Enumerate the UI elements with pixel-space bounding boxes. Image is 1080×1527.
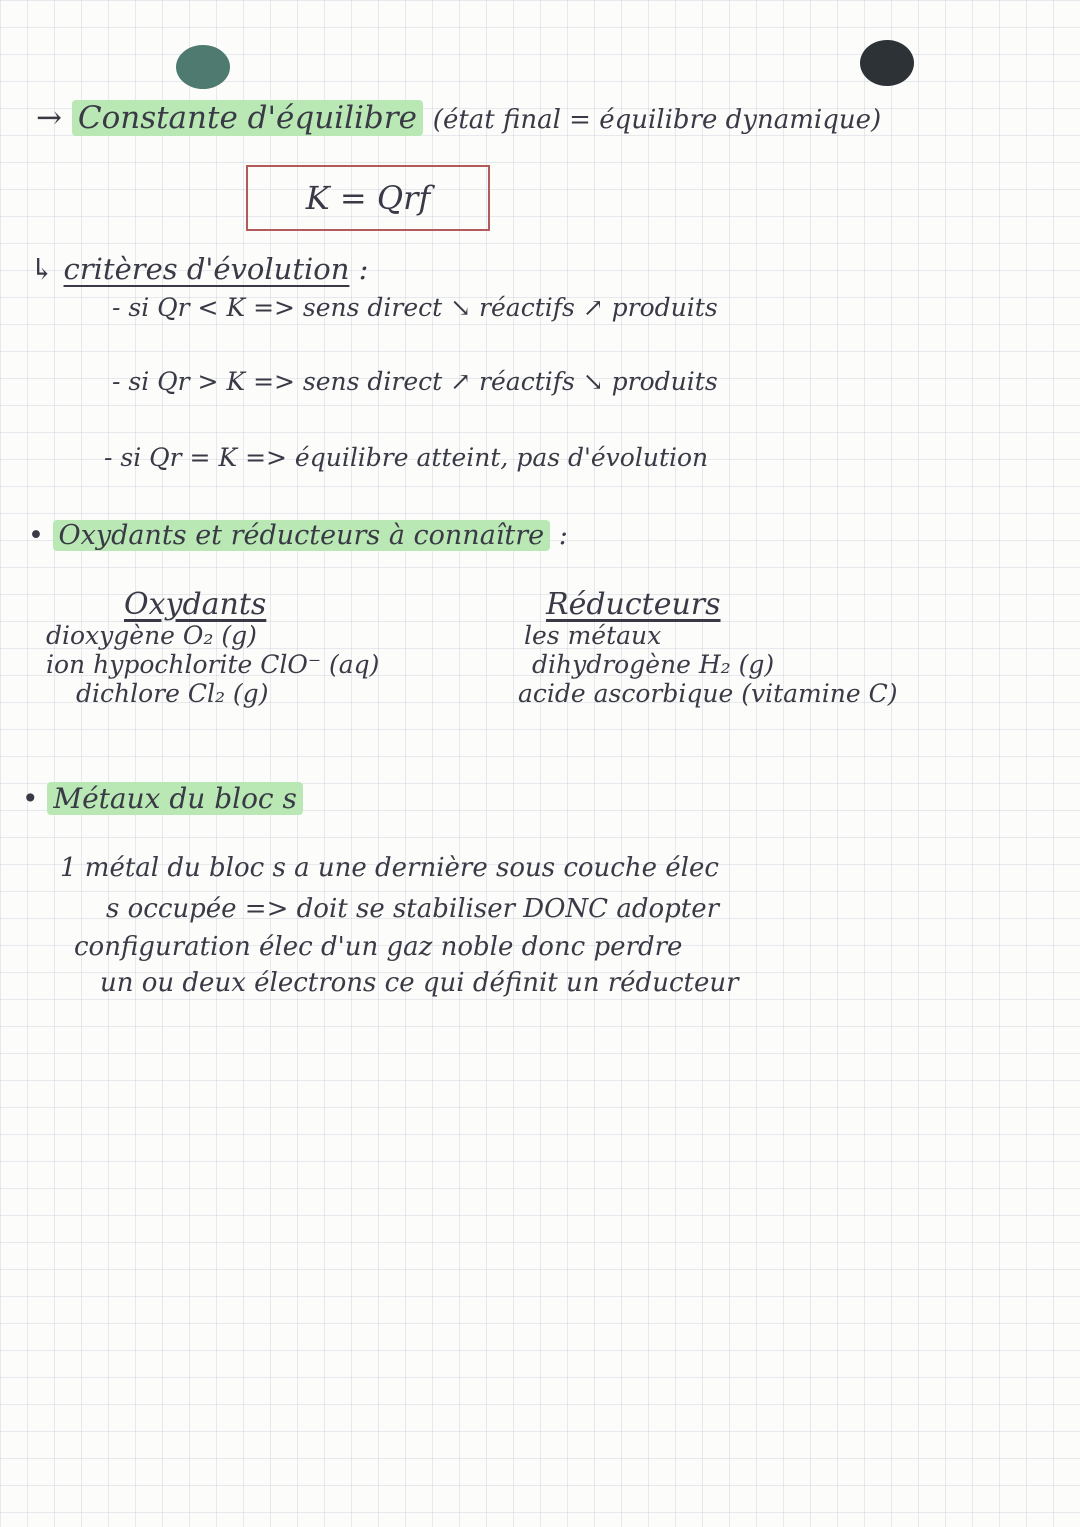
reducer-item: dihydrogène H₂ (g) [532,650,775,679]
criteria-heading [30,252,368,286]
reducers-heading: Réducteurs [546,587,721,622]
reducer-item: les métaux [524,621,662,650]
return-arrow-icon: ↳ [30,252,55,286]
formula-box [246,165,490,231]
criteria-item-3: - si Qr = K => équilibre atteint, pas d'évolution [104,443,709,472]
paragraph-line-3: configuration élec d'un gaz noble donc perdre [74,932,683,962]
bullet-dot: • [28,520,44,551]
oxidant-item: dichlore Cl₂ (g) [76,679,269,708]
oxidants-heading: Oxydants [124,587,267,622]
criteria-colon: : [358,252,369,286]
oxidant-item: ion hypochlorite ClO⁻ (aq) [46,650,380,679]
arrow-right-icon: → [36,100,62,136]
criteria-title: critères d'évolution [63,252,350,286]
paragraph-line-2: s occupée => doit se stabiliser DONC adopter [106,894,720,924]
oxidants-column [46,587,380,708]
reducer-item: acide ascorbique (vitamine C) [518,679,898,708]
bullet-dot: • [22,782,39,815]
reducers-column [518,587,898,708]
section3-title-highlighted: Métaux du bloc s [47,782,302,815]
section2-title-highlighted: Oxydants et réducteurs à connaître [53,520,551,551]
binder-hole-right [860,40,914,86]
paragraph-line-4: un ou deux électrons ce qui définit un réducteur [100,968,739,998]
formula-text: K = Qrf [305,179,431,217]
section3-title-line [22,782,303,815]
paragraph-line-1: 1 métal du bloc s a une dernière sous couche élec [60,853,719,883]
criteria-item-1: - si Qr < K => sens direct ↘ réactifs ↗ produits [112,293,718,322]
section-subtitle: (état final = équilibre dynamique) [432,105,882,135]
section2-title-line [28,520,568,551]
section-title-highlighted: Constante d'équilibre [72,100,423,136]
section2-colon: : [558,520,568,551]
section-title-line [36,100,881,136]
binder-hole-left [176,45,230,89]
criteria-item-2: - si Qr > K => sens direct ↗ réactifs ↘ produits [112,367,718,396]
oxidant-item: dioxygène O₂ (g) [46,621,257,650]
